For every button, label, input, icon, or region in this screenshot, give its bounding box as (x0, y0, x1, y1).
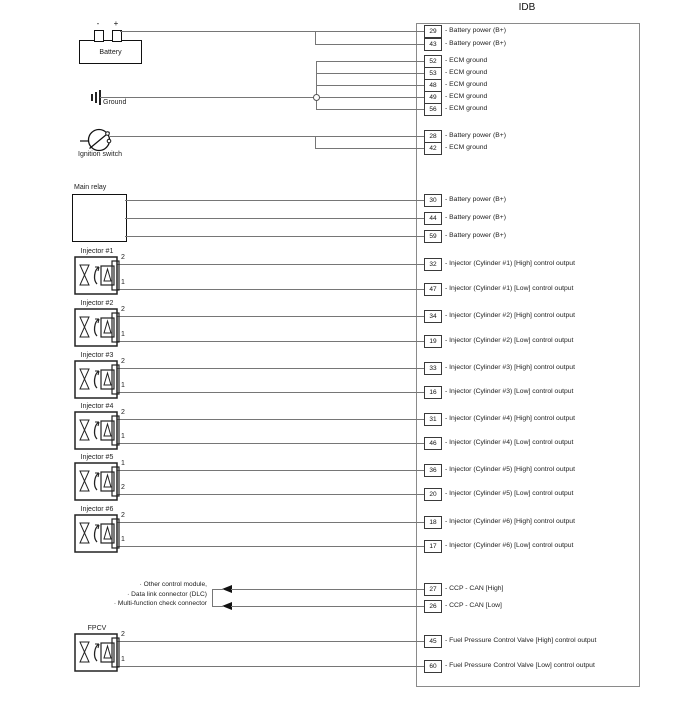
idb-pin-number: 52 (424, 55, 442, 68)
wire (125, 218, 424, 219)
can-target-list (88, 580, 207, 609)
wire (231, 606, 424, 607)
idb-pin-label: - Battery power (B+) (445, 27, 507, 34)
wire (120, 31, 424, 32)
idb-pin-label: - ECM ground (445, 69, 488, 76)
wire (117, 494, 424, 495)
ground-icon (95, 92, 97, 103)
idb-pin-label: - ECM ground (445, 57, 488, 64)
can-target-item: · Multi-function check connector (113, 600, 207, 607)
injector-terminal-number: 1 (121, 460, 125, 467)
can-target-item: · Other control module, (139, 581, 207, 588)
idb-pin-number: 18 (424, 516, 442, 529)
idb-pin-number: 34 (424, 310, 442, 323)
main-relay-box (72, 194, 127, 242)
wire (110, 136, 424, 137)
idb-pin-label: - Battery power (B+) (445, 132, 507, 139)
wire (231, 589, 424, 590)
injector-label: Injector #2 (80, 300, 114, 307)
main-relay-label: Main relay (74, 184, 107, 191)
idb-pin-label: - Injector (Cylinder #5) [High] control output (445, 466, 575, 473)
idb-pin-number: 47 (424, 283, 442, 296)
injector-terminal-number: 2 (121, 254, 125, 261)
wire (117, 289, 424, 290)
idb-pin-number: 33 (424, 362, 442, 375)
idb-pin-number: 32 (424, 258, 442, 271)
idb-pin-number: 27 (424, 583, 442, 596)
ignition-switch-label: Ignition switch (78, 151, 122, 158)
idb-pin-number: 29 (424, 25, 442, 38)
battery-minus-sign: - (96, 19, 100, 28)
idb-pin-label: - ECM ground (445, 93, 488, 100)
idb-pin-label: - Injector (Cylinder #6) [High] control output (445, 518, 575, 525)
injector-label: Injector #1 (80, 248, 114, 255)
idb-pin-label: - Fuel Pressure Control Valve [High] control output (445, 637, 597, 644)
idb-pin-number: 26 (424, 600, 442, 613)
idb-pin-label: - ECM ground (445, 81, 488, 88)
wire (100, 97, 424, 98)
injector-label: Injector #6 (80, 506, 114, 513)
injector-valve-symbol (74, 514, 120, 553)
idb-pin-number: 60 (424, 660, 442, 673)
idb-pin-number: 20 (424, 488, 442, 501)
wire (125, 236, 424, 237)
injector-terminal-number: 2 (121, 409, 125, 416)
idb-pin-label: - Battery power (B+) (445, 196, 507, 203)
injector-terminal-number: 2 (121, 512, 125, 519)
idb-pin-label: - Battery power (B+) (445, 232, 507, 239)
idb-pin-label: - Injector (Cylinder #4) [Low] control output (445, 439, 574, 446)
injector-terminal-number: 1 (121, 536, 125, 543)
injector-label: Injector #4 (80, 403, 114, 410)
wire (315, 31, 316, 44)
ground-icon (91, 94, 93, 101)
idb-pin-number: 42 (424, 142, 442, 155)
wire (117, 392, 424, 393)
injector-label: Injector #5 (80, 454, 114, 461)
wire (316, 85, 424, 86)
idb-pin-label: - Injector (Cylinder #2) [Low] control output (445, 337, 574, 344)
idb-pin-label: - ECM ground (445, 144, 488, 151)
injector-terminal-number: 1 (121, 331, 125, 338)
injector-terminal-number: 2 (121, 484, 125, 491)
injector-terminal-number: 2 (121, 358, 125, 365)
wire (117, 666, 424, 667)
idb-pin-label: - Injector (Cylinder #3) [High] control output (445, 364, 575, 371)
idb-pin-number: 49 (424, 91, 442, 104)
idb-pin-number: 36 (424, 464, 442, 477)
wire (117, 470, 424, 471)
idb-pin-label: - CCP - CAN [High] (445, 585, 504, 592)
battery-minus-terminal (94, 30, 104, 42)
injector-terminal-number: 2 (121, 631, 125, 638)
wire (316, 109, 424, 110)
wire (316, 73, 424, 74)
idb-pin-label: - Injector (Cylinder #3) [Low] control output (445, 388, 574, 395)
idb-pin-number: 59 (424, 230, 442, 243)
ignition-switch-icon (78, 126, 114, 154)
can-target-item: · Data link connector (DLC) (127, 590, 207, 598)
injector-valve-symbol (74, 633, 120, 672)
injector-terminal-number: 1 (121, 279, 125, 286)
idb-pin-number: 19 (424, 335, 442, 348)
idb-title: IDB (518, 2, 536, 13)
idb-pin-label: - Fuel Pressure Control Valve [Low] control output (445, 662, 595, 669)
injector-terminal-number: 2 (121, 306, 125, 313)
injector-label: Injector #3 (80, 352, 114, 359)
wire (117, 522, 424, 523)
battery-symbol: Battery (79, 40, 142, 64)
wire-junction-dot (313, 94, 320, 101)
wire (117, 641, 424, 642)
wire (117, 546, 424, 547)
idb-pin-number: 43 (424, 38, 442, 51)
battery-plus-sign: + (113, 19, 119, 28)
idb-pin-label: - Injector (Cylinder #4) [High] control output (445, 415, 575, 422)
idb-pin-label: - ECM ground (445, 105, 488, 112)
idb-pin-number: 56 (424, 103, 442, 116)
injector-label: FPCV (87, 625, 107, 632)
idb-pin-label: - Injector (Cylinder #1) [Low] control output (445, 285, 574, 292)
idb-pin-number: 31 (424, 413, 442, 426)
wire (117, 264, 424, 265)
idb-pin-number: 30 (424, 194, 442, 207)
wire (316, 61, 424, 62)
injector-terminal-number: 1 (121, 433, 125, 440)
injector-valve-symbol (74, 308, 120, 347)
wire (212, 589, 224, 590)
wire (125, 200, 424, 201)
wire (117, 443, 424, 444)
idb-pin-label: - Battery power (B+) (445, 40, 507, 47)
injector-terminal-number: 1 (121, 656, 125, 663)
idb-pin-number: 44 (424, 212, 442, 225)
idb-pin-label: - Injector (Cylinder #5) [Low] control output (445, 490, 574, 497)
idb-pin-number: 53 (424, 67, 442, 80)
wire (315, 136, 316, 148)
idb-pin-label: - Injector (Cylinder #1) [High] control output (445, 260, 575, 267)
injector-valve-symbol (74, 256, 120, 295)
injector-terminal-number: 1 (121, 382, 125, 389)
wire (212, 589, 213, 606)
ground-label: Ground (103, 99, 127, 106)
wire (117, 419, 424, 420)
idb-pin-number: 46 (424, 437, 442, 450)
wire (316, 61, 317, 109)
wire (315, 44, 424, 45)
idb-pin-number: 48 (424, 79, 442, 92)
wire (315, 148, 424, 149)
idb-pin-number: 16 (424, 386, 442, 399)
wire (117, 316, 424, 317)
idb-pin-label: - Injector (Cylinder #2) [High] control output (445, 312, 575, 319)
wire (117, 368, 424, 369)
idb-pin-label: - Injector (Cylinder #6) [Low] control output (445, 542, 574, 549)
wire (212, 606, 224, 607)
idb-pin-label: - CCP - CAN [Low] (445, 602, 502, 609)
idb-pin-number: 45 (424, 635, 442, 648)
idb-pin-label: - Battery power (B+) (445, 214, 507, 221)
injector-valve-symbol (74, 462, 120, 501)
wire (117, 341, 424, 342)
injector-valve-symbol (74, 411, 120, 450)
idb-pin-number: 28 (424, 130, 442, 143)
idb-pin-number: 17 (424, 540, 442, 553)
injector-valve-symbol (74, 360, 120, 399)
